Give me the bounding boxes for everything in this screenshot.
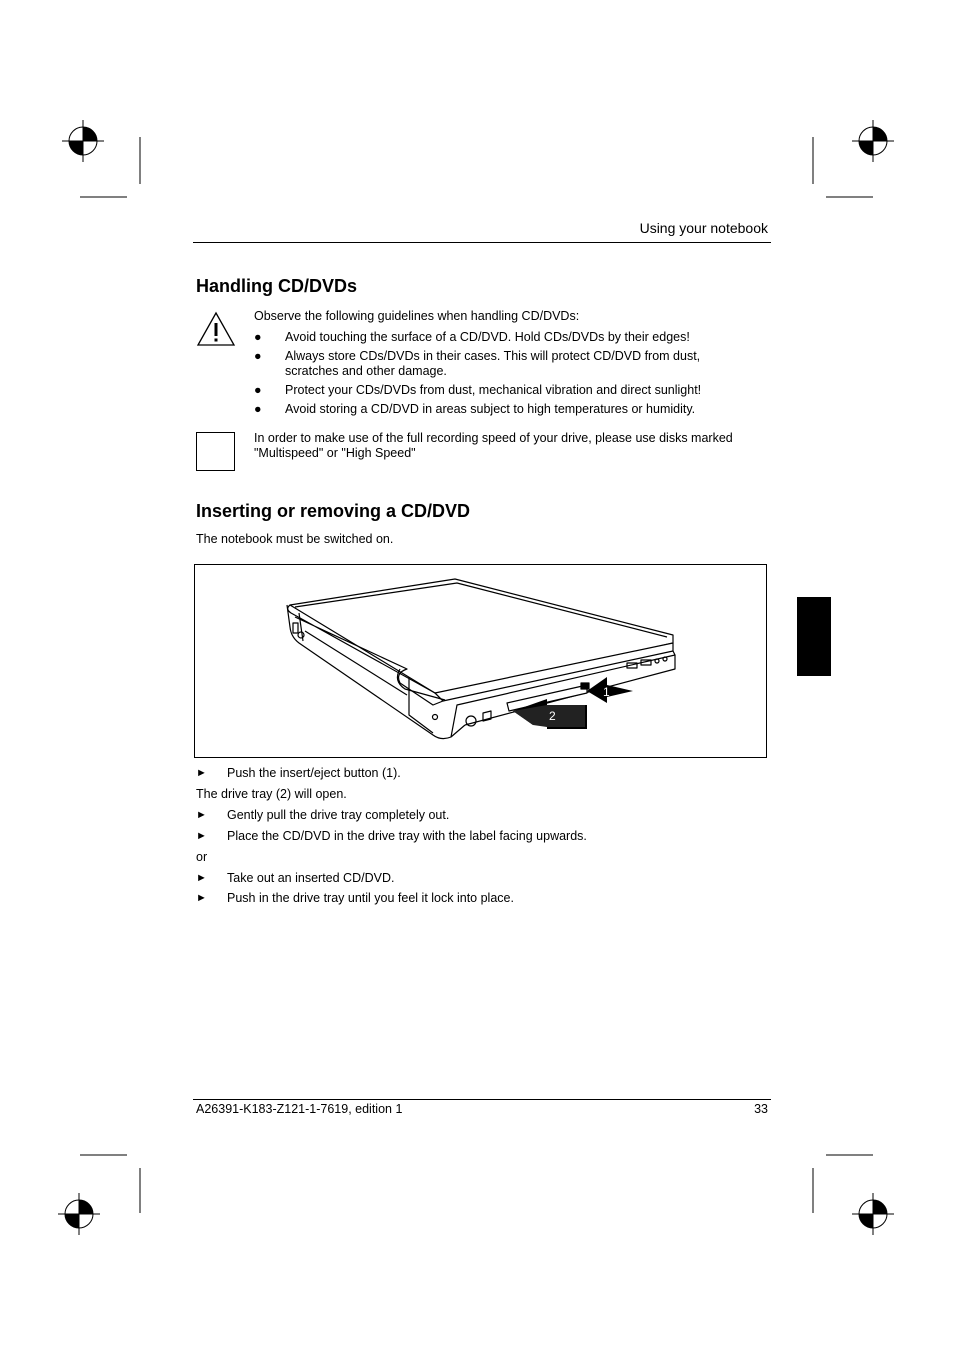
figure-label-2: 2 — [549, 709, 556, 723]
step-text: Place the CD/DVD in the drive tray with the label facing upwards. — [227, 829, 587, 843]
step-text: or — [196, 850, 208, 864]
page-number: 33 — [754, 1102, 768, 1116]
chapter-tab — [797, 597, 831, 676]
info-icon-letter: i — [212, 440, 219, 462]
step-text: Gently pull the drive tray completely out. — [227, 808, 450, 822]
document-id: A26391-K183-Z121-1-7619, edition 1 — [196, 1102, 403, 1116]
bullet-text: Avoid storing a CD/DVD in areas subject to high temperatures or humidity. — [285, 402, 696, 416]
step-text: The drive tray (2) will open. — [196, 787, 347, 801]
bullet-text: Avoid touching the surface of a CD/DVD. Hold CDs/DVDs by their edges! — [285, 330, 690, 344]
step-arrow-icon: ► — [196, 767, 207, 779]
step-text: Take out an inserted CD/DVD. — [227, 871, 395, 885]
section-title-handling: Handling CD/DVDs — [196, 276, 358, 296]
step-text: Push the insert/eject button (1). — [227, 766, 401, 780]
bullet-text: Protect your CDs/DVDs from dust, mechanical vibration and direct sunlight! — [285, 383, 702, 397]
handling-intro: Observe the following guidelines when handling CD/DVDs: — [254, 309, 580, 323]
registration-target-icon — [62, 120, 104, 162]
step-arrow-icon: ► — [196, 872, 207, 884]
registration-target-icon — [58, 1193, 100, 1235]
bullet-marker: ● — [254, 330, 262, 344]
bullet-text: Always store CDs/DVDs in their cases. This will protect CD/DVD from dust, scratches and other damage. — [285, 349, 701, 378]
section-title-inserting: Inserting or removing a CD/DVD — [196, 501, 471, 521]
switched-on-note: The notebook must be switched on. — [196, 532, 394, 546]
figure-label-1: 1 — [603, 685, 610, 699]
step-arrow-icon: ► — [196, 809, 207, 821]
recording-speed-note: In order to make use of the full recording speed of your drive, please use disks marked "Multispeed" or "High Speed" — [254, 431, 733, 460]
registration-target-icon — [852, 1193, 894, 1235]
step-arrow-icon: ► — [196, 830, 207, 842]
bullet-marker: ● — [254, 383, 262, 397]
step-arrow-icon: ► — [196, 892, 207, 904]
bullet-marker: ● — [254, 349, 262, 363]
step-result — [196, 850, 756, 865]
notebook-illustration — [195, 565, 766, 757]
warning-triangle-icon — [196, 311, 236, 347]
step-text: Push in the drive tray until you feel it lock into place. — [227, 891, 514, 905]
running-header: Using your notebook — [639, 220, 768, 236]
step-result — [196, 787, 756, 802]
registration-target-icon — [852, 120, 894, 162]
bullet-marker: ● — [254, 402, 262, 416]
info-icon — [196, 432, 235, 471]
notebook-figure — [194, 564, 767, 758]
footer-rule — [193, 1099, 771, 1100]
header-rule — [193, 242, 771, 243]
